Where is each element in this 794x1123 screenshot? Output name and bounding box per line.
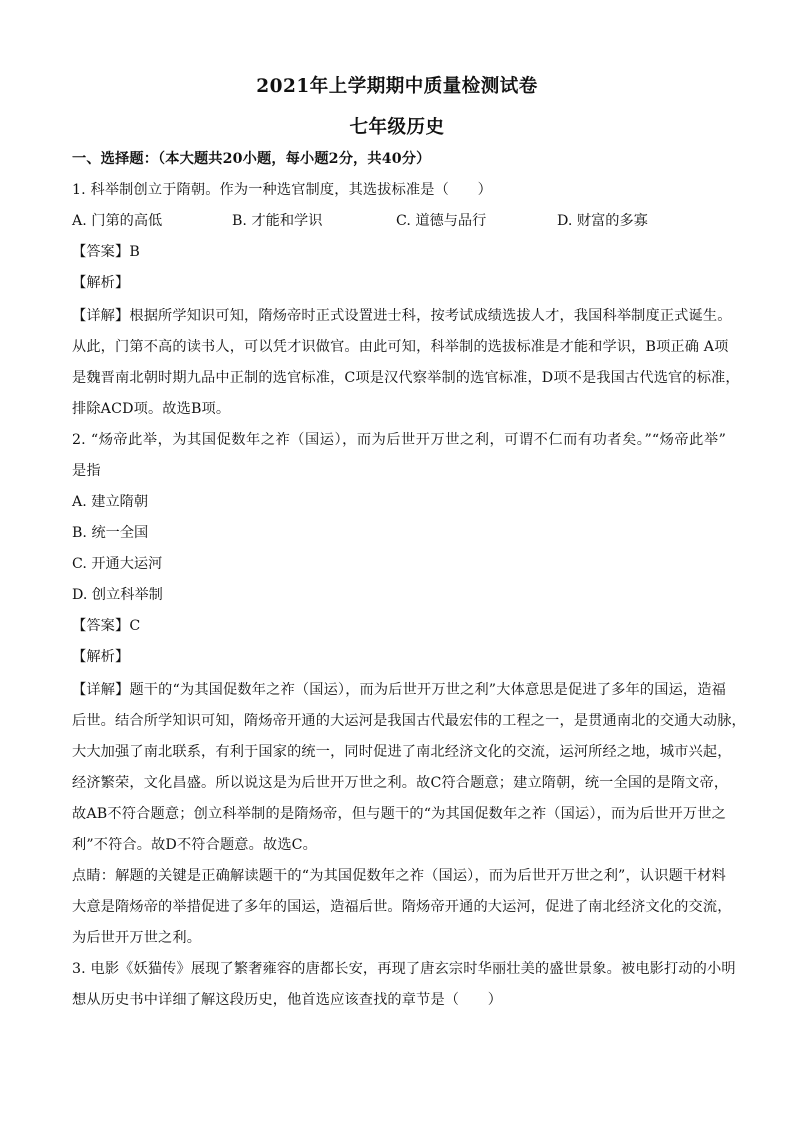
q2-comment-line: 为后世开万世之利。 — [72, 930, 202, 946]
exam-subtitle: 七年级历史 — [349, 117, 445, 138]
q1-detail-line: 是魏晋南北朝时期九品中正制的选官标准，C项是汉代察举制的选官标准，D项不是我国古代选官的标准， — [72, 370, 740, 386]
q2-detail-line: 经济繁荣，文化昌盛。所以说这是为后世开万世之利。故C符合题意；建立隋朝，统一全国的是隋文帝， — [72, 775, 729, 791]
q2-detail-line: 故AB不符合题意；创立科举制的是隋炀帝，但与题干的“为其国促数年之祚（国运），而为后世开万世之 — [72, 806, 726, 822]
q2-detail-line: 【详解】题干的“为其国促数年之祚（国运），而为后世开万世之利”大体意思是促进了多年的国运，造福 — [72, 682, 726, 698]
q1-option-b: B. 才能和学识 — [232, 213, 323, 229]
q1-answer: 【答案】B — [72, 244, 140, 260]
question-2-stem: 是指 — [72, 463, 101, 479]
q2-comment-line: 大意是隋炀帝的举措促进了多年的国运，造福后世。隋炀帝开通的大运河，促进了南北经济文化的交流， — [72, 899, 732, 915]
exam-title: 2021年上学期期中质量检测试卷 — [256, 76, 538, 97]
q2-detail-line: 大大加强了南北联系，有利于国家的统一，同时促进了南北经济文化的交流，运河所经之地，城市兴起， — [72, 744, 732, 760]
question-2-stem: 2. “炀帝此举，为其国促数年之祚（国运），而为后世开万世之利，可谓不仁而有功者矣。”“炀帝此举” — [72, 432, 726, 448]
q1-option-c: C. 道德与品行 — [396, 213, 487, 229]
q2-detail-line: 利”不符合。故D不符合题意。故选C。 — [72, 837, 317, 853]
section-heading: 一、选择题：（本大题共20小题，每小题2分，共40分） — [72, 151, 431, 167]
q1-detail-line: 【详解】根据所学知识可知，隋炀帝时正式设置进士科，按考试成绩选拔人才，我国科举制度正式诞生。 — [72, 308, 732, 324]
q1-analysis-label: 【解析】 — [72, 275, 130, 291]
q2-option-a: A. 建立隋朝 — [72, 494, 149, 510]
question-3-stem: 3. 电影《妖猫传》展现了繁奢雍容的唐都长安，再现了唐玄宗时华丽壮美的盛世景象。被电影打动的小明 — [72, 961, 736, 977]
q2-comment-line: 点睛：解题的关键是正确解读题干的“为其国促数年之祚（国运），而为后世开万世之利”，认识题干材料 — [72, 868, 726, 884]
q2-option-d: D. 创立科举制 — [72, 587, 163, 603]
q2-analysis-label: 【解析】 — [72, 649, 130, 665]
q2-option-b: B. 统一全国 — [72, 525, 149, 541]
q1-detail-line: 从此，门第不高的读书人，可以凭才识做官。由此可知，科举制的选拔标准是才能和学识，B项正确 A项 — [72, 339, 729, 355]
q1-option-a: A. 门第的高低 — [72, 213, 163, 229]
q2-answer: 【答案】C — [72, 618, 141, 634]
q2-detail-line: 后世。结合所学知识可知，隋炀帝开通的大运河是我国古代最宏伟的工程之一，是贯通南北的交通大动脉， — [72, 713, 746, 729]
q1-option-d: D. 财富的多寡 — [557, 213, 648, 229]
q2-option-c: C. 开通大运河 — [72, 556, 163, 572]
question-1-stem: 1. 科举制创立于隋朝。作为一种选官制度，其选拔标准是（ ） — [72, 182, 492, 198]
question-3-stem: 想从历史书中详细了解这段历史，他首选应该查找的章节是（ ） — [72, 992, 503, 1008]
q1-detail-line: 排除ACD项。故选B项。 — [72, 401, 231, 417]
